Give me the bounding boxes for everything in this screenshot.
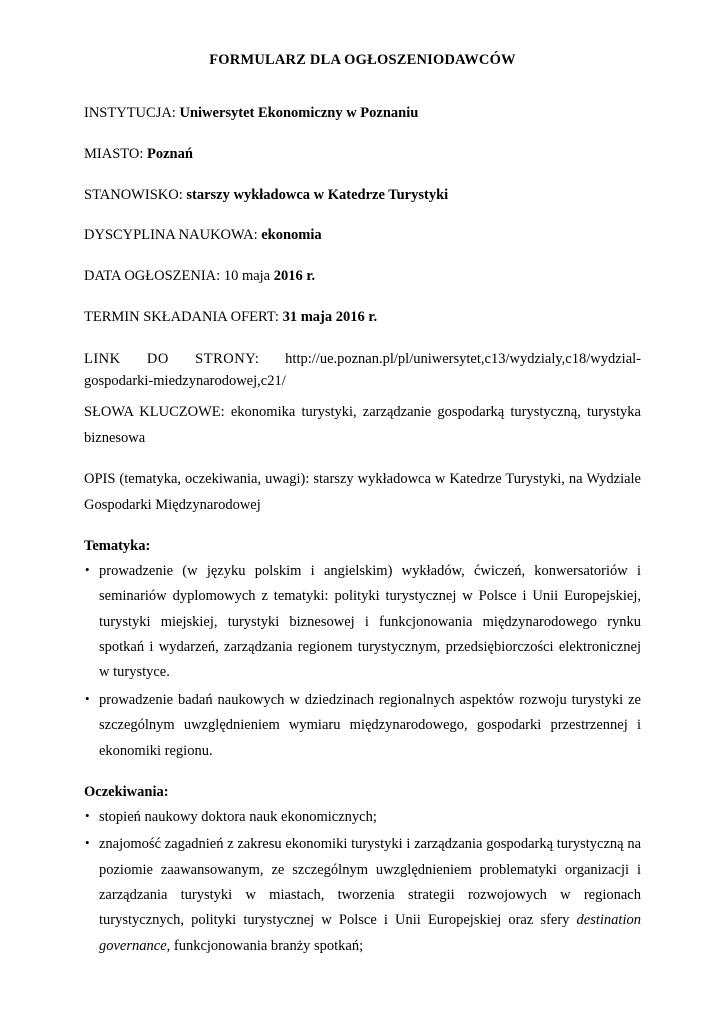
field-dyscyplina-label: DYSCYPLINA NAUKOWA: — [84, 227, 258, 244]
field-data-ogloszenia-value: 2016 r. — [273, 268, 316, 284]
field-keywords-label: SŁOWA KLUCZOWE: — [84, 404, 225, 421]
field-description-label: OPIS (tematyka, oczekiwania, uwagi): — [84, 471, 310, 488]
field-instytucja-value: Uniwersytet Ekonomiczny w Poznaniu — [179, 105, 419, 121]
field-stanowisko-value: starszy wykładowca w Katedrze Turystyki — [186, 186, 449, 203]
list-item — [84, 832, 641, 959]
field-miasto — [84, 144, 641, 166]
section-heading-oczekiwania: Oczekiwania: — [84, 783, 169, 800]
field-stanowisko — [84, 185, 641, 207]
field-termin-skladania — [84, 307, 641, 329]
field-link-label: LINK DO STRONY: — [84, 350, 260, 367]
field-link-url[interactable]: http://ue.poznan.pl/pl/uniwersytet,c13/wydzialy,c18/wydzial-gospodarki-miedzynarodowej,c21/ — [84, 350, 642, 389]
field-termin-skladania-value: 31 maja 2016 r. — [282, 308, 378, 325]
field-miasto-value: Poznań — [146, 145, 193, 162]
section-list-tematyka — [84, 559, 641, 764]
list-item-text-post: , funkcjonowania branży spotkań; — [166, 937, 364, 954]
field-dyscyplina — [84, 225, 641, 247]
field-data-ogloszenia — [84, 266, 641, 288]
list-item: • stopień naukowy doktora nauk ekonomicznych; — [84, 805, 641, 830]
field-description — [84, 467, 641, 518]
field-miasto-label: MIASTO: — [84, 145, 144, 162]
field-description-value: starszy wykładowca w Katedrze Turystyki, na Wydziale Gospodarki Międzynarodowej — [84, 471, 641, 513]
list-item: • prowadzenie badań naukowych w dziedzinach regionalnych aspektów rozwoju turystyki ze szczególnym uwzględnieniem wymiaru międzynarodowego, gospodarki przestrzennej i ekonomiki regionu. — [84, 688, 641, 764]
page-title: FORMULARZ DLA OGŁOSZENIODAWCÓW — [209, 52, 516, 68]
field-link — [84, 348, 641, 393]
field-stanowisko-label: STANOWISKO: — [84, 186, 183, 203]
field-termin-skladania-label: TERMIN SKŁADANIA OFERT: — [84, 308, 279, 325]
field-keywords-value: ekonomika turystyki, zarządzanie gospodarką turystyczną, turystyka biznesowa — [84, 404, 641, 446]
field-keywords — [84, 400, 641, 451]
field-instytucja — [84, 103, 641, 125]
section-heading-tematyka: Tematyka: — [84, 537, 151, 554]
list-item-text-italic: destination governance — [99, 912, 641, 954]
section-list-oczekiwania — [84, 805, 641, 959]
list-item: • prowadzenie (w języku polskim i angielskim) wykładów, ćwiczeń, konwersatoriów i seminariów dyplomowych z tematyki: polityki turystycznej w Polsce i Unii Europejskiej, turystyki miejskiej, turystyki biznesowej i funkcjonowania międzynarodowego rynku spotkań i wydarzeń, zarządzania regionem turystycznym, przedsiębiorczości elektronicznej w turystyce. — [84, 559, 641, 686]
field-data-ogloszenia-value-normal: 10 maja — [223, 268, 274, 284]
field-data-ogloszenia-label: DATA OGŁOSZENIA: — [84, 268, 221, 284]
list-item-text-pre: znajomość zagadnień z zakresu ekonomiki turystyki i zarządzania gospodarką turystyczną na poziomie zaawansowanym, ze szczególnym uwzględnieniem problematyki organizacji i zarządzania turystyki w miastach, tworzenia strategii rozwojowych w regionach turystycznych, polityki turystycznej w Polsce i Unii Europejskiej oraz sfery — [99, 836, 641, 929]
field-dyscyplina-value: ekonomia — [261, 227, 322, 244]
field-instytucja-label: INSTYTUCJA: — [84, 105, 176, 121]
